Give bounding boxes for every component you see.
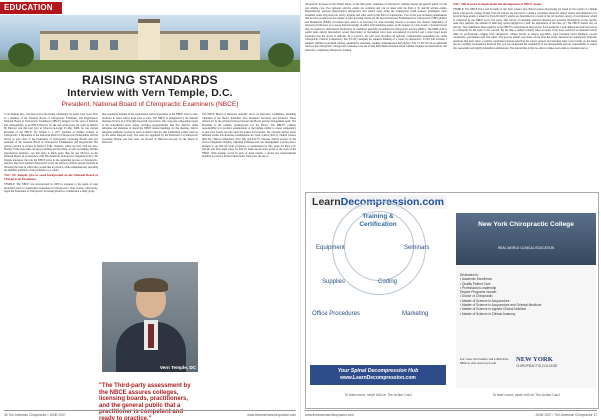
nycc-logo: NEW YORK CHIROPRACTIC COLLEGE	[516, 356, 558, 368]
right-page	[301, 0, 601, 420]
training-title: Training & Certification	[359, 213, 397, 228]
intro-paragraph: V ern Temple, D.C., has been part of the testing community for nearly forty years. First as a member of the Vermont Board of Chiropractic Examiners and Registration, National Board of Chiropractic Examiners (NBCE) delegate for the state of Vermont and, subsequently, as an NBCE Director for the past seven years, six years as District III Director and this past year as Director-at-Large. In May 2006, he was elected President of the NBCE. Dr. Temple is a 1977 graduate of Palmer College of Chiropractic, a Diplomate of the American Board of Chiropractic Orthopedists and has served as past chair of the Federation of Chiropractic Licensing Boards and past president of the Vermont Board of Chiropractic Examination and Registration. His private practice is located in Bellows Falls, Vermont, where he lives with his wife, Shelley. In his spare time, he enjoys running and bicycling, as well as building. Shelley reproduction furniture—not that there is much spare time for any Director on the National Board. In an interview with The American Chiropractor magazine (TAC), Dr. Temple expresses the role the NBCE plays in the regulating process of chiropractic, and how they have enabled chiropractic across the nation to achieve greater freedom in choosing the state in which they would like to practice, while simultaneously elevating the minimal standards of the profession as a whole.	[4, 113, 98, 172]
folio-url-right: www.theamericanchiropractor.com	[305, 413, 354, 417]
photo-caption: Vern Temple, DC	[159, 365, 196, 370]
headline-subtitle: Interview with Vern Temple, D.C.	[67, 88, 233, 99]
column-2-text: that eventually resulted in the organization and incorporation of the NBCE. Prior to that, licensure in states varied from state to state. The NBCE is designated by the Internal Revenue Service as a 501(c)(6) non-profit corporation. Our corporate composition began at the state/district level. States, arranged geographically into five districts, name delegates and alternates to attend the NBCE annual meetings. At that meeting, district delegates nominate a person to serve as district director; this nomination is then voted on by the entire delegate body. Two seats are appointed by the Federation of Chiropractic Licensing Boards and four seats are elected as Directors-at-Large by the Board of Directors.	[102, 113, 198, 144]
ad-banner[interactable]: Your Spinal Decompression Hub www.LearnDecompression.com	[310, 365, 446, 385]
headline-byline: President, National Board of Chiropractic Examiners (NBCE)	[61, 101, 239, 108]
advertisement-area	[305, 192, 599, 409]
footer-rule	[4, 410, 296, 411]
right-column-1	[305, 3, 447, 189]
nycc-contact: For more information call 1-800-234-6822 or visit www.nycc.edu	[460, 357, 509, 365]
folio-right: JUNE 2007 • The American Chiropractor 37	[535, 413, 597, 417]
learn-decompression-ad[interactable]	[306, 193, 450, 408]
nycc-title: New York Chiropractic College	[478, 221, 574, 228]
tac-question-1: TAC: Dr. Temple, give us some background on the National Board of Chiropractic Examiners.	[4, 173, 98, 181]
nycc-program-list: Dedicated to: • Academic Excellence • Quality Patient Care • Professional Leadership Degree Programs include: • Doctor of Chiropractic • Master of Science in Acupuncture • Master of Science in Acupuncture and Oriental Medicine • Master of Science in Applied Clinical Nutrition • Master of Science in Clinical Anatomy	[460, 273, 542, 316]
section-tab: EDUCATION	[0, 2, 62, 14]
article-column-3	[202, 113, 296, 403]
ad-word-marketing: Marketing	[402, 311, 429, 317]
right-column-2-text: TEMPLE: The NBCE Part I and II exams to test basic science and clinical science knowledge are based on the results of a Delphi study. Chiropractic college faculty from all schools are surveyed to obtain a consensus about the subject matter and emphasis to be given in these exams. Content for Parts III and IV exams are determined as a result of the job analysis survey of practitioners, which is conducted by the NBCE every five years. This survey of randomly selected chiropractors provides information on the specific tasks they perform, the amount of time they spend engaged in a task, the importance of the task, etc. The NBCE doesn't rely on surveys. Test committees meet regularly at the NBCE to participate in this process. Each exam has a well-defined test plan that serves as a blueprint for the topics to be covered. By the time a student actually takes an exam, it has been reviewed an extended twenty times by professionals ranging from chiropractic college faculty to subject specialists, state licensing board members, on-site consultants, government staff and others. The process doesn't stop there. Given after the exam, questions are statistically analyzed; questions that don't show a positive correlation between selecting the correct answer and selecting other correct items on the entire test are carefully reconsidered. From all this, you can understand the complexity of test development and our responsibility to ensure fair, reasonable and legally defensible examinations. The bottom line is that we strive to make each exam as consistent and as	[453, 8, 597, 50]
ad-url[interactable]: www.LearnDecompression.com	[340, 375, 416, 381]
article-column-2	[102, 113, 198, 259]
nycc-header	[456, 213, 596, 265]
pull-quote: "The Third-party assessment by the NBCE assures colleges, licensing boards, practitioners, and the general public that a practitioner is competent and ready to practice."	[99, 383, 191, 420]
nycc-ad[interactable]	[456, 213, 596, 388]
campus-tower	[138, 19, 160, 65]
ad-word-coding: Coding	[378, 279, 398, 285]
folio-url-left: www.theamericanchiropractor.com	[247, 413, 296, 417]
ad-title: LearnDecompression.com	[310, 195, 446, 209]
nycc-subtitle: REAL-WORLD CLINICAL EDUCATION	[498, 246, 554, 250]
ad-word-office-procedures: Office Procedures	[312, 311, 360, 317]
ad-word-seminars: Seminars	[404, 245, 430, 251]
author-portrait	[102, 262, 198, 372]
ad-word-equipment: Equipment	[316, 245, 345, 251]
right-column-1-text: chiropractic increases in the United States, so the third party validation of chiropractic training assures the general public of safe and reliable care. Two optional, elective exams are available and can be taken with the Parts I, II, and III written exams. Physiotherapy assesses physiological therapeutics and related areas while the acupuncture exam assesses techniques, basic treatment terms and protocols, safety, hygiene and other areas in the field of acupuncture. Two of the post-licensure examinations that we have produced at the request of state licensing boards are the Special Purposes Examination for Chiropractic (SPEC) Ethics and Boundaries (E&B). Occasions arise when it is necessary for state licensing boards to re-assess the clinical competency of licensed practitioners or to assess their knowledge of ethics and boundaries issues. At the request of a state board, a licensed doctor may be required to demonstrate proficiency in conditions generally encountered in chiropractic practice (SPEC). The E&B exam is useful when ethical misconduct, sexual misconduct or harassment have been encountered in practice and a state board needs assurance that the doctor is ethically fit to practice. We will soon introduce an optional, computerized assessment test called Chiropractic Clinical Competency Test (CCAT) designed for students thinking of a career in chiropractic. CCAT will evaluate a student's abilities in problem solving, quantitative reasoning, reading comprehension and physics. The CCAT will be an additional resource that chiropractic colleges and counselors can use to help them make decisions about whether students are interested in, and suited for, completing chiropractic training.	[305, 3, 447, 52]
tac-question-2: TAC: Tell us more in depth about the development of NBCE exams.	[453, 3, 543, 6]
tree	[268, 43, 294, 67]
article-column-1	[4, 113, 98, 403]
temple-answer-1: TEMPLE: The NBCE was incorporated in 1963 in response to the needs of state licensing boards to standardize assessment of chiropractors. State boards, collectively, urged the Federation of Chiropractic Licensing Boards to commission a study group	[4, 183, 98, 194]
ad-circle-note: To learn more, circle #34 on The Action Card	[344, 393, 412, 397]
campus-photo	[0, 15, 300, 72]
article-headline	[0, 73, 300, 109]
headline-title: RAISING STANDARDS	[81, 73, 219, 87]
left-page	[0, 0, 300, 420]
folio-left: 36 The American Chiropractor • JUNE 2007	[4, 413, 66, 417]
nycc-circle-note: To learn more, circle #44 on The Action Card	[492, 393, 560, 397]
ad-word-supplies: Supplies	[322, 279, 346, 285]
right-column-2	[453, 3, 597, 189]
campus-lawn	[0, 60, 300, 72]
column-3-text: The NBCE Board of Directors annually elects an Executive Committee, including Chairman of the Board, President, Vice President, Secretary and Treasurer. These officers act as the principal liaison between the Board and the management team. The President is the primary spokesperson for the Board. The NBCE's primary responsibility is to produce examinations of the highest caliber to assess competency so that state boards can rely upon the results for licensure. We currently deliver seven different exams. Pre-licensure examinations are: basic science (Part I), clinical science (Part II), clinical competency (Part III), and Part IV assesses clinical practice in the areas of diagnostic imaging, adjusting technique and case management. Let me point a moment to say that the wide acceptance or requirement by fifty states for Parts I, II, and III, and forty-eight states for Part IV make me the most proud of the work of the NBCE. With passing scores in each of these exams, a doctor has unprecedented mobility to practice in the United States. Each year, the use of	[202, 113, 296, 158]
tree	[8, 43, 34, 67]
footer-rule	[305, 410, 597, 411]
